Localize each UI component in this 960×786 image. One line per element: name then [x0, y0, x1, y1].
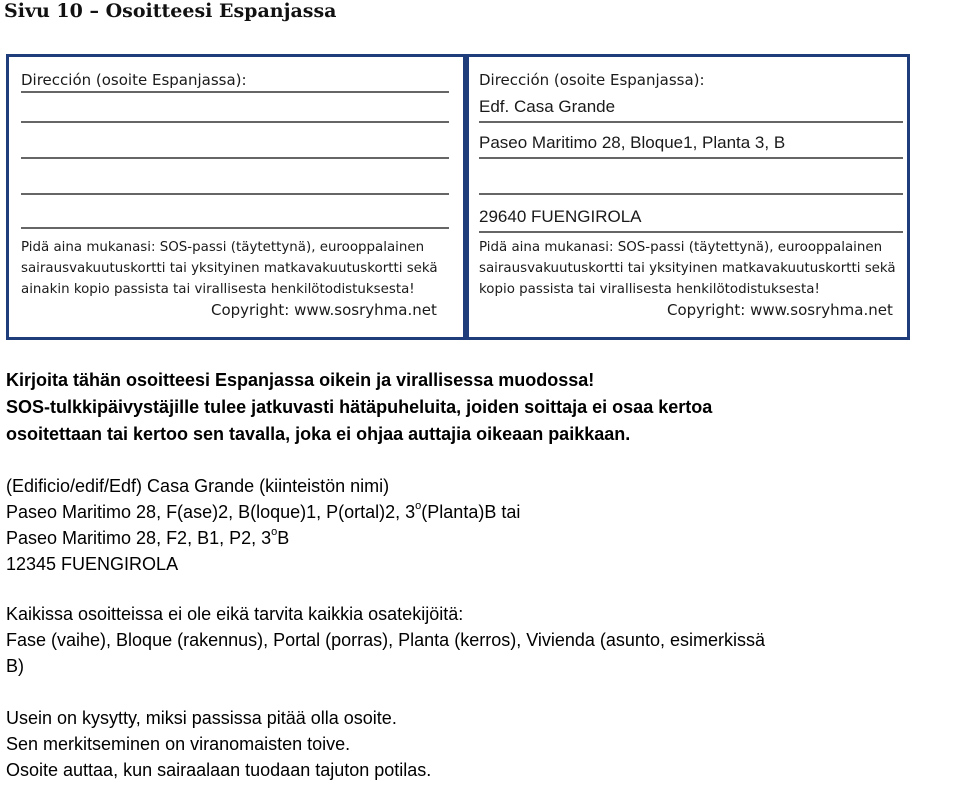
card-header: Dirección (osoite Espanjassa): — [479, 71, 705, 89]
example-line: Paseo Maritimo 28, F2, B1, P2, 3$^o$B — [6, 526, 290, 548]
note-line: kopio passista tai virallisesta henkilötodistuksesta! — [479, 282, 820, 297]
outro-text: Sen merkitseminen on viranomaisten toive. — [6, 734, 351, 754]
write-line — [21, 193, 449, 195]
address-line: 29640 FUENGIROLA — [479, 207, 642, 226]
example-line: Paseo Maritimo 28, F(ase)2, B(loque)1, P(ortal)2, 3$^o$(Planta)B tai — [6, 500, 521, 522]
example-line: 12345 FUENGIROLA — [6, 554, 179, 574]
outro-text: Usein on kysytty, miksi passissa pitää olla osoite. — [6, 708, 397, 728]
address-card-sheet — [6, 54, 910, 340]
note-line: sairausvakuutuskortti tai yksityinen matkavakuutuskortti sekä — [479, 261, 896, 276]
parts-text: Kaikissa osoitteissa ei ole eikä tarvita kaikkia osatekijöitä: — [6, 604, 464, 624]
write-line — [21, 227, 449, 229]
write-line — [21, 121, 449, 123]
parts-text: Fase (vaihe), Bloque (rakennus), Portal (porras), Planta (kerros), Vivienda (asunto, esimerkissä — [6, 630, 765, 650]
write-line — [479, 121, 903, 123]
card-note — [479, 237, 896, 300]
write-line — [479, 231, 903, 233]
write-line — [21, 91, 449, 93]
address-line: Edf. Casa Grande — [479, 97, 616, 116]
parts-text: B) — [6, 656, 24, 676]
card-copyright: Copyright: www.sosryhma.net — [211, 301, 437, 319]
page-title: Sivu 10 – Osoitteesi Espanjassa — [4, 0, 337, 22]
note-line: Pidä aina mukanasi: SOS-passi (täytettynä), eurooppalainen — [21, 240, 425, 255]
address-line: Paseo Maritimo 28, Bloque1, Planta 3, B — [479, 133, 786, 152]
write-line — [479, 193, 903, 195]
address-card-example — [473, 57, 903, 337]
intro-text: osoitettaan tai kertoo sen tavalla, joka ei ohjaa auttajia oikeaan paikkaan. — [6, 424, 631, 444]
card-copyright: Copyright: www.sosryhma.net — [667, 301, 893, 319]
note-line: Pidä aina mukanasi: SOS-passi (täytettynä), eurooppalainen — [479, 240, 883, 255]
write-line — [479, 157, 903, 159]
card-note — [21, 237, 438, 300]
outro-text: Osoite auttaa, kun sairaalaan tuodaan tajuton potilas. — [6, 760, 432, 780]
intro-text: SOS-tulkkipäivystäjille tulee jatkuvasti hätäpuheluita, joiden soittaja ei osaa kertoa — [6, 397, 713, 417]
address-card-blank — [15, 57, 455, 337]
note-line: ainakin kopio passista tai virallisesta henkilötodistuksesta! — [21, 282, 415, 297]
card-divider — [463, 57, 469, 337]
card-header: Dirección (osoite Espanjassa): — [21, 71, 247, 89]
note-line: sairausvakuutuskortti tai yksityinen matkavakuutuskortti sekä — [21, 261, 438, 276]
write-line — [21, 157, 449, 159]
intro-heading: Kirjoita tähän osoitteesi Espanjassa oikein ja virallisessa muodossa! — [6, 370, 595, 390]
example-line: (Edificio/edif/Edf) Casa Grande (kiinteistön nimi) — [6, 476, 390, 496]
